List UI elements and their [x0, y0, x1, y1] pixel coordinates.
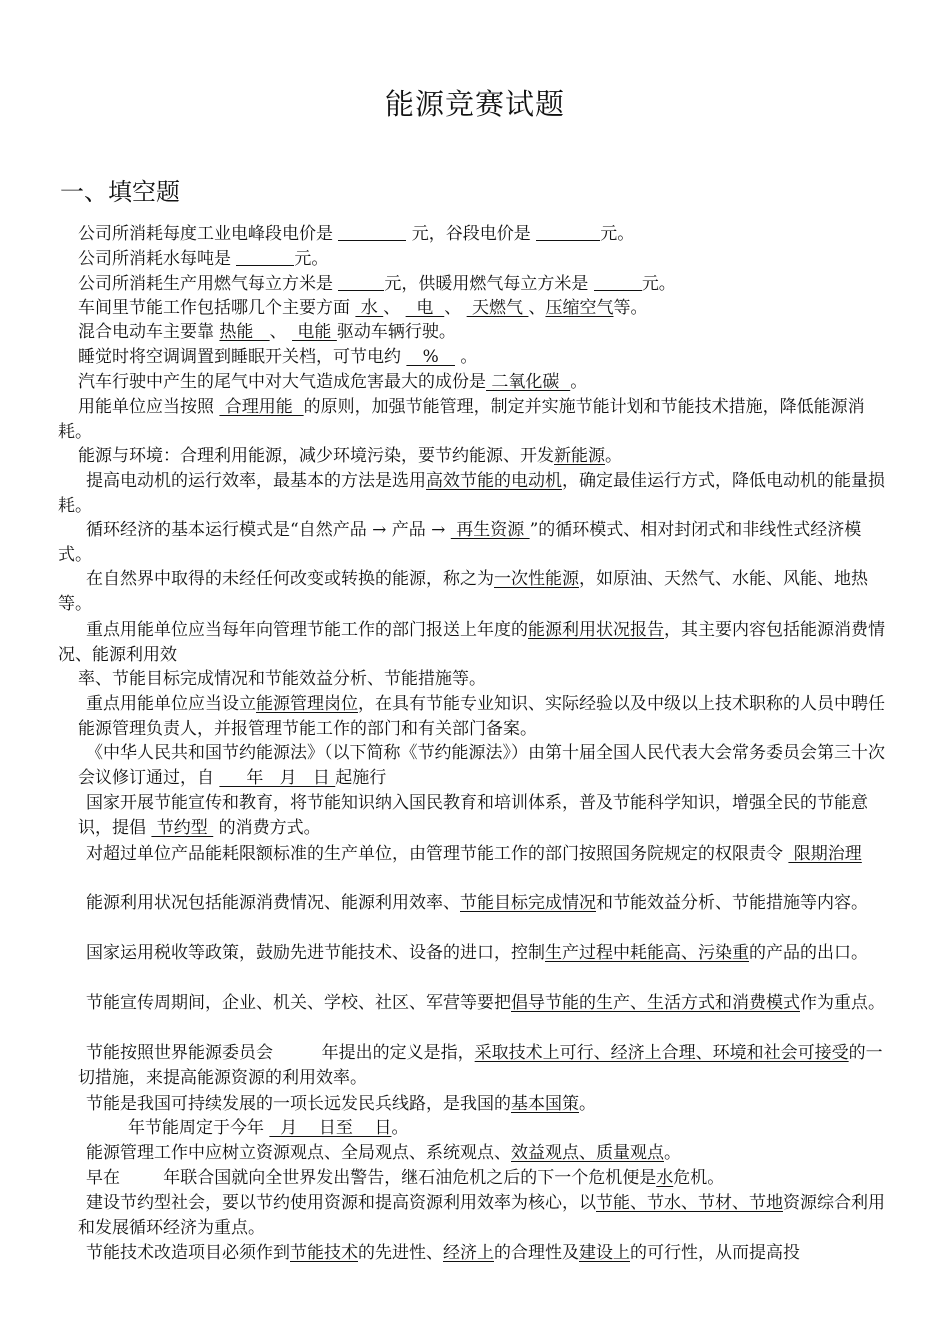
- question-text: 节能按照世界能源委员会 年提出的定义是指，: [86, 1043, 475, 1063]
- answer-text: 二氧化碳: [486, 372, 571, 392]
- answer-text: 节能、节水、节材、节地: [596, 1193, 783, 1213]
- question-text: 公司所消耗每度工业电峰段电价是: [78, 224, 339, 244]
- question-text: 、: [269, 322, 293, 342]
- question-item: [58, 345, 894, 370]
- question-item: [58, 1166, 894, 1191]
- question-item: [58, 518, 894, 567]
- answer-text: %: [406, 347, 455, 367]
- answer-text: 天燃气: [466, 298, 529, 318]
- answer-text: 节能技术: [290, 1243, 358, 1263]
- question-item: [58, 370, 894, 395]
- question-text: 公司所消耗生产用燃气每立方米是: [78, 274, 339, 294]
- question-text: 能源管理工作中应树立资源观点、全局观点、系统观点、: [86, 1143, 511, 1163]
- answer-text: 合理用能: [219, 397, 304, 417]
- question-text: 重点用能单位应当每年向管理节能工作的部门报送上年度的: [86, 620, 528, 640]
- question-text: 元。: [641, 274, 676, 294]
- question-text: 资源综合利用和发展循环经济为重点。: [78, 1193, 885, 1238]
- answer-text: 年 月 日: [219, 767, 336, 788]
- answer-text: 生产过程中耗能高、污染重: [545, 943, 749, 963]
- answer-text: 水: [656, 1168, 674, 1188]
- question-item: [58, 1092, 894, 1117]
- question-text: 用能单位应当按照: [78, 397, 220, 417]
- question-text: 。: [570, 372, 588, 392]
- question-text: 循环经济的基本运行模式是“自然产品 → 产品 →: [86, 520, 451, 540]
- question-item: [58, 1241, 894, 1266]
- question-text: 率、节能目标完成情况和节能效益分析、节能措施等。: [78, 669, 486, 689]
- question-text: 。: [454, 347, 478, 367]
- answer-text: 电: [405, 298, 445, 318]
- question-text: 、: [528, 298, 546, 318]
- question-text: 重点用能单位应当设立: [86, 694, 256, 714]
- question-item: [58, 791, 894, 840]
- question-text: 建设节约型社会，要以节约使用资源和提高资源利用效率为核心，以: [86, 1193, 596, 1213]
- question-item: [58, 1191, 894, 1240]
- question-text: 提高电动机的运行效率，最基本的方法是选用: [86, 471, 426, 491]
- question-item: [58, 222, 894, 247]
- question-text: 国家开展节能宣传和教育，将节能知识纳入国民教育和培训体系，普及节能科学知识，增强全民的节能意识，提倡: [78, 793, 868, 838]
- question-text: 的原则，加强节能管理，制定并实施节能计划和节能技术措施，降低能源消耗。: [58, 397, 865, 442]
- answer-text: 基本国策: [511, 1094, 579, 1114]
- question-text: 节能宣传周期间，企业、机关、学校、社区、军营等要把: [86, 993, 511, 1013]
- answer-text: 采取技术上可行、经济上合理、环境和社会可接受: [474, 1043, 849, 1063]
- answer-text: 限期治理: [788, 844, 862, 864]
- answer-text: 再生资源: [450, 520, 530, 540]
- question-item: [58, 1141, 894, 1166]
- question-text: 、: [383, 298, 406, 318]
- question-text: 的合理性及: [494, 1243, 579, 1263]
- question-text: 。: [579, 1094, 596, 1114]
- question-text: 等。: [613, 298, 648, 318]
- question-text: 起施行: [335, 767, 387, 788]
- question-text: ，其主要内容包括能源消费情况、能源利用效: [58, 620, 885, 665]
- answer-text: 能源利用状况报告: [528, 620, 664, 640]
- question-item: [58, 941, 894, 966]
- question-text: 节能是我国可持续发展的一项长远发民兵线路，是我国的: [86, 1094, 511, 1114]
- answer-text: 热能: [219, 322, 270, 342]
- question-item: [58, 891, 894, 916]
- answer-text: 节能目标完成情况: [460, 893, 596, 913]
- question-text: 、: [444, 298, 467, 318]
- question-text: 能源与环境：合理利用能源，减少环境污染，要节约能源、开发: [78, 446, 554, 466]
- question-text: 《中华人民共和国节约能源法》（以下简称《节约能源法》）由第十届全国人民代表大会常务委员会第三十次会议修订通过，自: [78, 743, 885, 788]
- question-text: 作为重点。: [800, 993, 885, 1013]
- question-item: [58, 741, 894, 790]
- question-text: 在自然界中取得的未经任何改变或转换的能源，称之为: [86, 569, 494, 589]
- section-heading: 一、填空题: [60, 178, 180, 206]
- answer-text: 经济上: [443, 1243, 494, 1263]
- question-item: [58, 247, 894, 272]
- question-text: 的先进性、: [358, 1243, 443, 1263]
- question-text: 驱动车辆行驶。: [336, 322, 456, 342]
- question-text: ，确定最佳运行方式，降低电动机的能量损耗。: [58, 471, 885, 516]
- question-text: 能源利用状况包括能源消费情况、能源利用效率、: [86, 893, 460, 913]
- question-item: [58, 1116, 894, 1141]
- answer-text: 水: [355, 298, 384, 318]
- answer-text: 一次性能源: [494, 569, 579, 589]
- question-item: [58, 692, 894, 741]
- question-item: [58, 618, 894, 667]
- question-text: 元，供暖用燃气每立方米是: [384, 274, 594, 294]
- question-text: 元。: [600, 224, 635, 244]
- question-text: 元。: [294, 249, 329, 269]
- question-text: 危机。: [673, 1168, 725, 1188]
- question-text: 。: [664, 1143, 681, 1163]
- question-text: ”的循环模式、相对封闭式和非线性式经济模式。: [58, 520, 862, 565]
- answer-text: 建设上: [579, 1243, 630, 1263]
- question-item: [58, 567, 894, 616]
- answer-blank: [594, 289, 642, 291]
- answer-text: 能源管理岗位: [256, 694, 358, 714]
- question-text: 年节能周定于今年: [128, 1118, 270, 1138]
- question-text: ，在具有节能专业知识、实际经验以及中级以上技术职称的人员中聘任能源管理负责人，并报管理节能工作的部门和有关部门备案。: [78, 694, 885, 739]
- question-item: [58, 296, 894, 321]
- answer-blank: [338, 239, 406, 241]
- question-item: [58, 1041, 894, 1090]
- answer-text: 节约型: [151, 817, 214, 838]
- question-text: 的消费方式。: [213, 817, 321, 838]
- question-item: [58, 395, 894, 444]
- question-item: [58, 667, 894, 692]
- answer-text: 电能: [292, 322, 337, 342]
- question-text: 元，谷段电价是: [406, 224, 537, 244]
- question-item: [58, 842, 894, 867]
- question-text: 混合电动车主要靠: [78, 322, 220, 342]
- question-item: [58, 272, 894, 297]
- question-text: 对超过单位产品能耗限额标准的生产单位，由管理节能工作的部门按照国务院规定的权限责令: [86, 844, 789, 864]
- question-item: [58, 991, 894, 1016]
- answer-text: 倡导节能的生产、生活方式和消费模式: [511, 993, 800, 1013]
- question-text: 车间里节能工作包括哪几个主要方面: [78, 298, 356, 318]
- question-text: 。: [605, 446, 622, 466]
- question-text: 公司所消耗水每吨是: [78, 249, 237, 269]
- question-text: 的可行性，从而提高投: [630, 1243, 800, 1263]
- question-text: 睡觉时将空调调置到睡眠开关档，可节电约: [78, 347, 407, 367]
- answer-text: 压缩空气: [545, 298, 614, 318]
- document-title: 能源竞赛试题: [384, 87, 565, 121]
- question-text: 节能技术改造项目必须作到: [86, 1243, 290, 1263]
- answer-blank: [338, 289, 384, 291]
- question-text: 汽车行驶中产生的尾气中对大气造成危害最大的成份是: [78, 372, 486, 392]
- question-text: 的一切措施，来提高能源资源的利用效率。: [78, 1043, 883, 1088]
- question-item: [58, 444, 894, 469]
- answer-text: 新能源: [554, 446, 605, 466]
- answer-text: 效益观点、质量观点: [511, 1143, 664, 1163]
- answer-blank: [236, 264, 294, 266]
- answer-text: 月 日至 日: [269, 1118, 392, 1138]
- question-item: [58, 469, 894, 518]
- question-text: 早在 年联合国就向全世界发出警告，继石油危机之后的下一个危机便是: [86, 1168, 657, 1188]
- answer-blank: [536, 239, 600, 241]
- answer-text: 高效节能的电动机: [426, 471, 562, 491]
- question-item: [58, 320, 894, 345]
- question-text: ，如原油、天然气、水能、风能、地热等。: [58, 569, 868, 614]
- question-text: 和节能效益分析、节能措施等内容。: [596, 893, 868, 913]
- question-text: 的产品的出口。: [749, 943, 868, 963]
- question-text: 。: [391, 1118, 409, 1138]
- question-text: 国家运用税收等政策，鼓励先进节能技术、设备的进口，控制: [86, 943, 545, 963]
